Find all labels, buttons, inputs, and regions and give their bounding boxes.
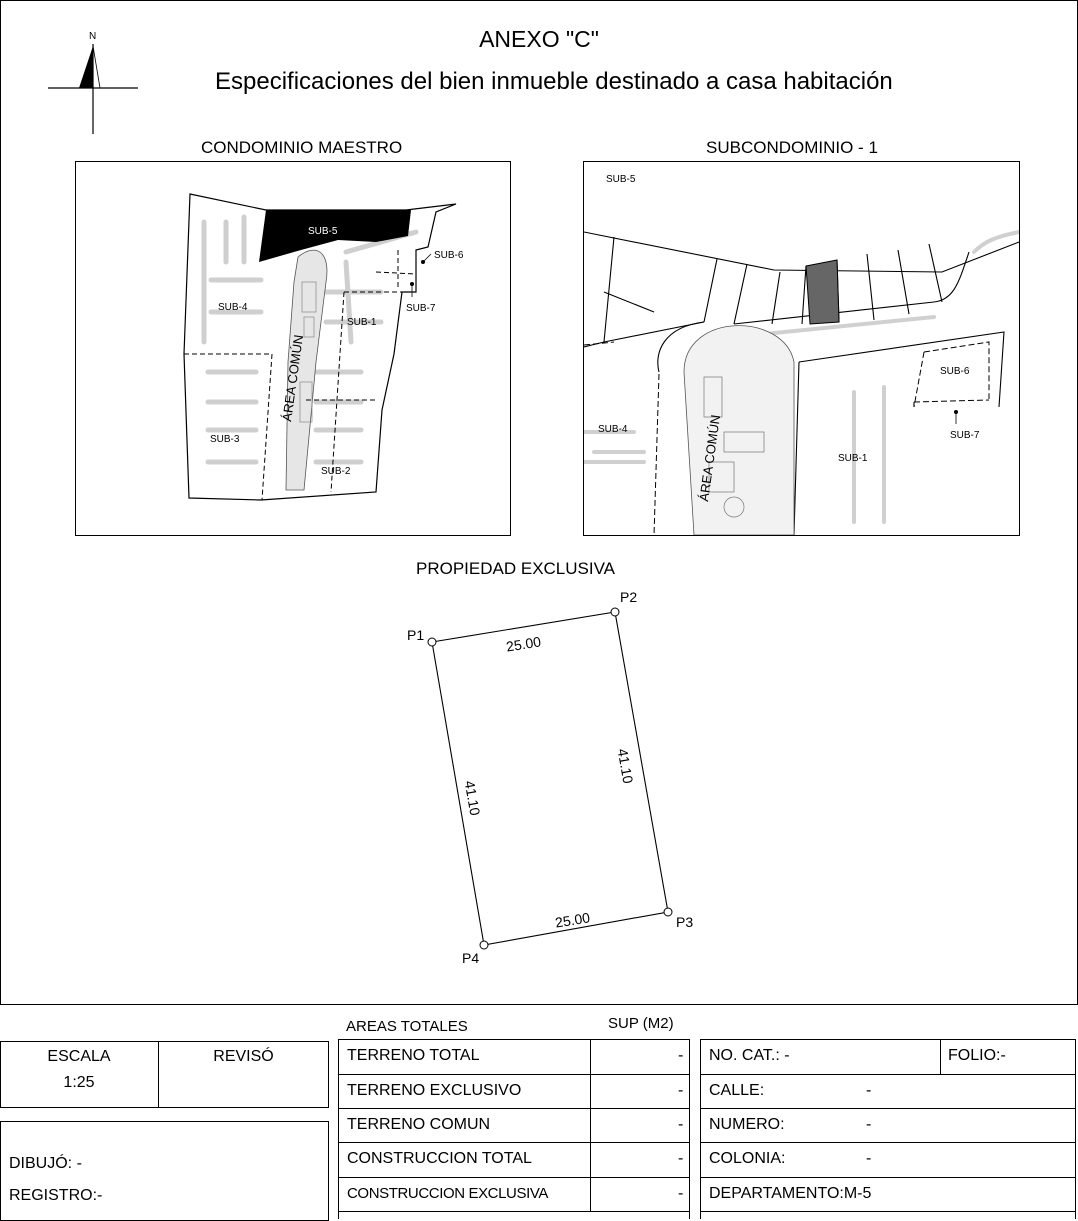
master-sub3-label: SUB-3 xyxy=(210,434,240,445)
areas-row-line xyxy=(338,1108,690,1109)
number-label: NUMERO: xyxy=(709,1116,785,1133)
area-value: - xyxy=(678,1047,684,1064)
areas-col-divider xyxy=(590,1039,591,1212)
master-sub2-label: SUB-2 xyxy=(321,466,351,477)
area-label: CONSTRUCCION EXCLUSIVA xyxy=(347,1185,548,1202)
master-common-area-label: ÁREA COMÚN xyxy=(279,333,307,423)
plot-dim-right: 41.10 xyxy=(614,747,637,785)
area-label: TERRENO TOTAL xyxy=(347,1047,480,1064)
page-title: ANEXO "C" xyxy=(479,26,599,52)
area-label: TERRENO COMUN xyxy=(347,1116,491,1133)
areas-row-line xyxy=(338,1074,690,1075)
area-value: - xyxy=(678,1082,684,1099)
area-value: - xyxy=(678,1185,684,1202)
area-label: TERRENO EXCLUSIVO xyxy=(347,1082,522,1099)
subcondo-sub7-label: SUB-7 xyxy=(950,430,980,441)
north-label: N xyxy=(89,31,97,42)
subcondo-sub5-label: SUB-5 xyxy=(606,174,636,185)
subcondo-caption: SUBCONDOMINIO - 1 xyxy=(706,138,878,157)
number-value: - xyxy=(866,1116,872,1133)
street-value: - xyxy=(866,1082,872,1099)
colony-value: - xyxy=(866,1150,872,1167)
area-value: - xyxy=(678,1116,684,1133)
plot-caption: PROPIEDAD EXCLUSIVA xyxy=(416,559,616,578)
master-sub7-label: SUB-7 xyxy=(406,303,436,314)
master-condominium-map xyxy=(75,161,511,536)
drawn-by: DIBUJÓ: - xyxy=(9,1155,82,1172)
plot-dim-top: 25.00 xyxy=(504,633,543,655)
subcondominium-map xyxy=(583,161,1020,536)
scale-value: 1:25 xyxy=(63,1074,95,1091)
master-caption: CONDOMINIO MAESTRO xyxy=(201,138,403,157)
plot-point-p2: P2 xyxy=(620,589,638,605)
plot-dim-left: 41.10 xyxy=(461,779,484,817)
area-value: - xyxy=(678,1150,684,1167)
plot-dim-bottom: 25.00 xyxy=(553,909,592,931)
subcondo-sub6-label: SUB-6 xyxy=(940,366,970,377)
master-sub5-label: SUB-5 xyxy=(308,226,338,237)
areas-row-line xyxy=(338,1177,690,1178)
scale-label: ESCALA xyxy=(47,1048,111,1065)
info-row-line xyxy=(700,1074,1076,1075)
plot-point-p1: P1 xyxy=(407,627,425,643)
cat-number: NO. CAT.: - xyxy=(709,1047,790,1064)
info-row-line xyxy=(700,1108,1076,1109)
colony-label: COLONIA: xyxy=(709,1150,786,1167)
subcondo-common-area-label: ÁREA COMÚN xyxy=(696,413,724,503)
department: DEPARTAMENTO:M-5 xyxy=(709,1185,872,1202)
master-sub6-label: SUB-6 xyxy=(434,250,464,261)
areas-header: AREAS TOTALES xyxy=(346,1018,468,1035)
master-sub4-label: SUB-4 xyxy=(218,302,248,313)
folio-divider xyxy=(940,1039,941,1074)
folio: FOLIO:- xyxy=(948,1047,1006,1064)
page-subtitle: Especificaciones del bien inmueble destinado a casa habitación xyxy=(215,68,893,95)
sup-header: SUP (M2) xyxy=(608,1015,674,1032)
plot-point-p4: P4 xyxy=(462,950,480,966)
subcondo-sub1-label: SUB-1 xyxy=(838,453,868,464)
reviewed-label: REVISÓ xyxy=(213,1048,274,1065)
areas-row-line xyxy=(338,1142,690,1143)
plot-point-p3: P3 xyxy=(676,914,694,930)
registry: REGISTRO:- xyxy=(9,1187,103,1204)
master-sub1-label: SUB-1 xyxy=(347,317,377,328)
subcondo-sub4-label: SUB-4 xyxy=(598,424,628,435)
street-label: CALLE: xyxy=(709,1082,765,1099)
info-row-line xyxy=(700,1142,1076,1143)
area-label: CONSTRUCCION TOTAL xyxy=(347,1150,532,1167)
info-row-line xyxy=(700,1177,1076,1178)
